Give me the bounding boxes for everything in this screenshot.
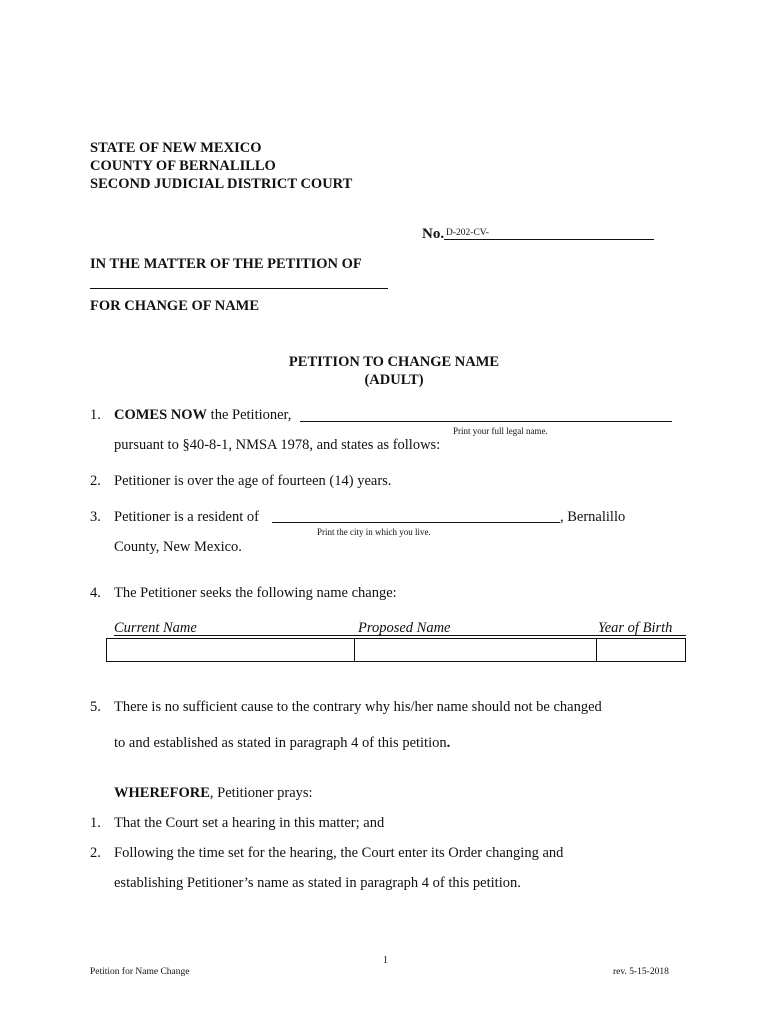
- paragraph-3-number: 3.: [90, 509, 101, 525]
- full-legal-name-hint: Print your full legal name.: [453, 426, 548, 436]
- county-heading: COUNTY OF BERNALILLO: [90, 158, 276, 174]
- document-title: PETITION TO CHANGE NAME: [288, 354, 500, 370]
- paragraph-1-lead: [114, 407, 291, 424]
- prayer-1-text: That the Court set a hearing in this matter; and: [114, 815, 385, 831]
- case-number-label: No.: [422, 226, 445, 242]
- paragraph-5-line2: [114, 735, 450, 752]
- paragraph-4-number: 4.: [90, 585, 101, 601]
- proposed-name-cell[interactable]: [355, 639, 597, 661]
- revision-date: rev. 5-15-2018: [613, 967, 669, 977]
- year-of-birth-cell[interactable]: [597, 639, 685, 661]
- prayer-2-line1: Following the time set for the hearing, the Court enter its Order changing and: [114, 845, 564, 861]
- form-name: Petition for Name Change: [90, 967, 190, 977]
- matter-caption: IN THE MATTER OF THE PETITION OF: [90, 256, 362, 272]
- case-number-prefix: D-202-CV-: [446, 228, 489, 238]
- wherefore-text: WHEREFORE: [114, 785, 210, 801]
- paragraph-1-number: 1.: [90, 407, 101, 423]
- year-of-birth-header: Year of Birth: [598, 620, 673, 636]
- prayer-1-number: 1.: [90, 815, 101, 831]
- paragraph-5-period: .: [446, 735, 451, 751]
- paragraph-4-text: The Petitioner seeks the following name change:: [114, 585, 397, 601]
- petitioner-text: the Petitioner,: [207, 407, 292, 423]
- document-subtitle: (ADULT): [364, 372, 424, 388]
- paragraph-3-text: Petitioner is a resident of: [114, 509, 259, 525]
- change-caption: FOR CHANGE OF NAME: [90, 298, 260, 314]
- prayer-2-line2: establishing Petitioner’s name as stated in paragraph 4 of this petition.: [114, 875, 521, 891]
- prayer-2-number: 2.: [90, 845, 101, 861]
- wherefore-line: [114, 785, 313, 802]
- proposed-name-header: Proposed Name: [358, 620, 451, 636]
- full-legal-name-field[interactable]: [300, 421, 672, 422]
- current-name-header: Current Name: [114, 620, 197, 636]
- paragraph-2-text: Petitioner is over the age of fourteen (14) years.: [114, 473, 392, 489]
- state-heading: STATE OF NEW MEXICO: [90, 140, 262, 156]
- paragraph-5-number: 5.: [90, 699, 101, 715]
- city-field[interactable]: [272, 522, 560, 523]
- court-heading: SECOND JUDICIAL DISTRICT COURT: [90, 176, 353, 192]
- paragraph-1-statute: pursuant to §40-8-1, NMSA 1978, and states as follows:: [114, 437, 441, 453]
- table-header-rule: [114, 635, 686, 636]
- paragraph-5-line2-text: to and established as stated in paragraph 4 of this petition: [114, 735, 447, 751]
- page-number: 1: [383, 955, 388, 966]
- name-change-table: [106, 638, 686, 662]
- paragraph-5-line1: There is no sufficient cause to the contrary why his/her name should not be changed: [114, 699, 602, 715]
- comes-now-text: COMES NOW: [114, 407, 208, 423]
- case-number-field[interactable]: [444, 239, 654, 240]
- city-hint: Print the city in which you live.: [317, 527, 431, 537]
- current-name-cell[interactable]: [107, 639, 355, 661]
- paragraph-2-number: 2.: [90, 473, 101, 489]
- petitioner-prays-text: , Petitioner prays:: [209, 785, 313, 801]
- paragraph-3-county: County, New Mexico.: [114, 539, 242, 555]
- petitioner-name-field[interactable]: [90, 288, 388, 289]
- paragraph-3-suffix: , Bernalillo: [560, 509, 626, 525]
